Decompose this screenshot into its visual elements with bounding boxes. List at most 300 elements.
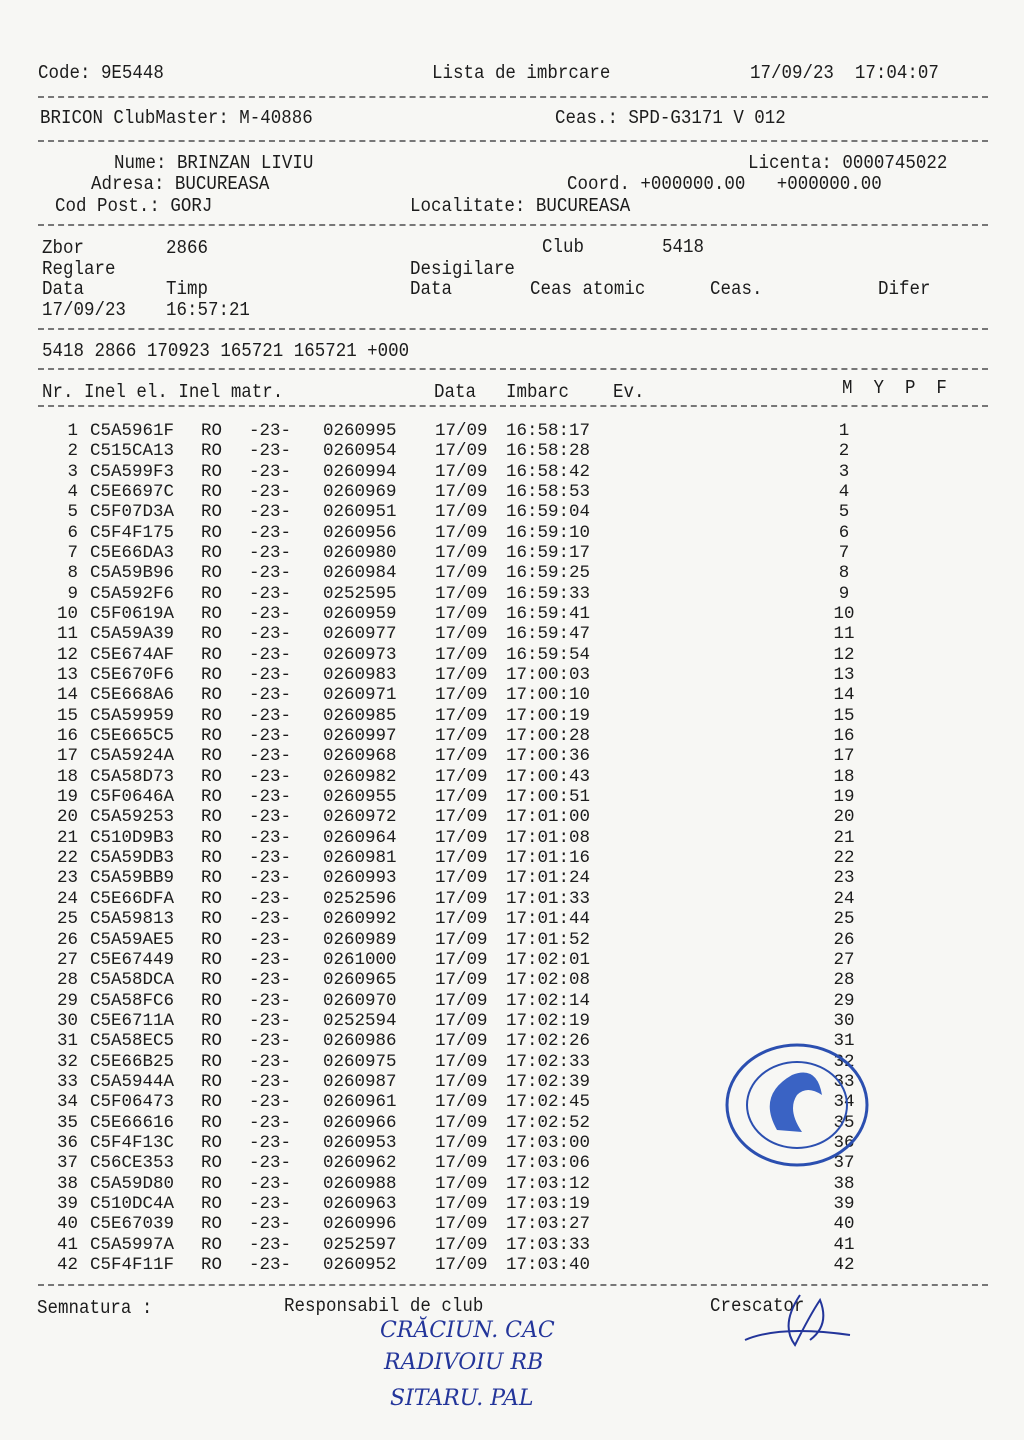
coordinates: Coord. +000000.00 +000000.00 (567, 173, 882, 195)
row-number: 19 (56, 787, 78, 808)
ring-number: 0260981 (323, 848, 397, 869)
table-row (0, 1194, 1024, 1214)
electronic-ring: C5A5961F (90, 421, 175, 441)
table-row (0, 421, 1024, 441)
ring-year: -23- (249, 766, 292, 787)
row-number: 34 (56, 1092, 78, 1113)
ring-year: -23- (249, 421, 292, 441)
table-row (0, 482, 1024, 502)
table-row (0, 645, 1024, 665)
arrival-time: 17:02:01 (506, 949, 591, 970)
country: RO (201, 421, 223, 441)
arrival-time: 17:00:51 (506, 787, 591, 808)
arrival-time: 17:01:00 (506, 807, 591, 828)
position-m: 22 (833, 848, 855, 869)
arrival-date: 17/09 (435, 1112, 488, 1133)
arrival-time: 16:58:42 (506, 461, 591, 482)
electronic-ring: C5A59AE5 (90, 929, 175, 950)
ring-year: -23- (249, 1010, 292, 1031)
ring-year: -23- (249, 990, 292, 1011)
position-m: 1 (838, 421, 850, 441)
electronic-ring: C5A599F3 (90, 461, 175, 482)
arrival-date: 17/09 (435, 1071, 488, 1092)
ring-number: 0260961 (323, 1092, 397, 1113)
desigilare-data-label: Data (410, 278, 452, 300)
col-header-data: Data (434, 381, 476, 403)
position-m: 35 (833, 1112, 855, 1133)
ring-number: 0260984 (323, 563, 397, 584)
print-datetime: 17/09/23 17:04:07 (750, 62, 939, 84)
ceas-label: Ceas. (710, 278, 763, 300)
club-stamp (722, 1040, 872, 1170)
country: RO (201, 848, 223, 869)
table-row (0, 502, 1024, 522)
electronic-ring: C5F0619A (90, 604, 175, 625)
arrival-date: 17/09 (435, 1092, 488, 1113)
row-number: 30 (56, 1010, 78, 1031)
ring-year: -23- (249, 827, 292, 848)
electronic-ring: C5E674AF (90, 644, 175, 665)
country: RO (201, 888, 223, 909)
postal-code: Cod Post.: GORJ (55, 195, 213, 217)
row-number: 36 (56, 1132, 78, 1153)
position-m: 4 (838, 482, 850, 503)
country: RO (201, 909, 223, 930)
ring-year: -23- (249, 522, 292, 543)
row-number: 1 (67, 421, 78, 441)
arrival-date: 17/09 (435, 665, 488, 686)
table-row (0, 950, 1024, 970)
electronic-ring: C5A58FC6 (90, 990, 175, 1011)
table-row (0, 1174, 1024, 1194)
country: RO (201, 766, 223, 787)
ring-year: -23- (249, 1153, 292, 1174)
row-number: 7 (67, 543, 78, 564)
electronic-ring: C5F4F11F (90, 1254, 175, 1275)
row-number: 33 (56, 1071, 78, 1092)
handwritten-signature: CRĂCIUN. CAC (380, 1318, 555, 1343)
table-row (0, 441, 1024, 461)
position-m: 27 (833, 949, 855, 970)
arrival-date: 17/09 (435, 929, 488, 950)
reglare-label: Reglare (42, 258, 116, 280)
divider (38, 405, 988, 407)
country: RO (201, 929, 223, 950)
arrival-date: 17/09 (435, 461, 488, 482)
arrival-time: 16:59:54 (506, 644, 591, 665)
ring-number: 0260997 (323, 726, 397, 747)
electronic-ring: C5F06473 (90, 1092, 175, 1113)
electronic-ring: C5E66616 (90, 1112, 175, 1133)
country: RO (201, 461, 223, 482)
arrival-date: 17/09 (435, 705, 488, 726)
country: RO (201, 543, 223, 564)
ring-year: -23- (249, 563, 292, 584)
electronic-ring: C5A59813 (90, 909, 175, 930)
country: RO (201, 441, 223, 462)
arrival-date: 17/09 (435, 441, 488, 462)
electronic-ring: C56CE353 (90, 1153, 175, 1174)
arrival-time: 17:03:33 (506, 1234, 591, 1255)
arrival-date: 17/09 (435, 848, 488, 869)
table-row (0, 624, 1024, 644)
position-m: 2 (838, 441, 850, 462)
address: Adresa: BUCUREASA (91, 173, 270, 195)
arrival-date: 17/09 (435, 888, 488, 909)
electronic-ring: C5E66B25 (90, 1051, 175, 1072)
ring-number: 0260986 (323, 1031, 397, 1052)
row-number: 15 (56, 705, 78, 726)
ring-number: 0260963 (323, 1193, 397, 1214)
arrival-time: 17:03:06 (506, 1153, 591, 1174)
country: RO (201, 482, 223, 503)
position-m: 17 (833, 746, 855, 767)
ring-number: 0260955 (323, 787, 397, 808)
arrival-date: 17/09 (435, 1193, 488, 1214)
breeder-label: Crescator (710, 1295, 805, 1317)
ring-year: -23- (249, 1254, 292, 1275)
row-number: 23 (56, 868, 78, 889)
country: RO (201, 1173, 223, 1194)
row-number: 6 (67, 522, 78, 543)
ring-number: 0260983 (323, 665, 397, 686)
arrival-date: 17/09 (435, 1234, 488, 1255)
arrival-time: 16:59:10 (506, 522, 591, 543)
divider (38, 368, 988, 370)
position-m: 15 (833, 705, 855, 726)
handwritten-signature: RADIVOIU RB (384, 1350, 544, 1375)
table-row (0, 787, 1024, 807)
desigilare-label: Desigilare (410, 258, 515, 280)
row-number: 5 (67, 502, 78, 523)
arrival-time: 17:02:52 (506, 1112, 591, 1133)
electronic-ring: C5E67039 (90, 1214, 175, 1235)
ring-year: -23- (249, 1092, 292, 1113)
electronic-ring: C510D9B3 (90, 827, 175, 848)
ring-number: 0260954 (323, 441, 397, 462)
arrival-date: 17/09 (435, 624, 488, 645)
ring-number: 0261000 (323, 949, 397, 970)
arrival-time: 17:00:10 (506, 685, 591, 706)
position-m: 37 (833, 1153, 855, 1174)
ring-number: 0252596 (323, 888, 397, 909)
ring-year: -23- (249, 1071, 292, 1092)
row-number: 21 (56, 827, 78, 848)
arrival-time: 16:59:33 (506, 583, 591, 604)
handwritten-signature: SITARU. PAL (390, 1386, 534, 1411)
ring-year: -23- (249, 848, 292, 869)
table-row (0, 584, 1024, 604)
position-m: 40 (833, 1214, 855, 1235)
arrival-time: 17:02:33 (506, 1051, 591, 1072)
position-m: 7 (838, 543, 850, 564)
country: RO (201, 1051, 223, 1072)
row-number: 13 (56, 665, 78, 686)
row-number: 17 (56, 746, 78, 767)
arrival-date: 17/09 (435, 604, 488, 625)
row-number: 20 (56, 807, 78, 828)
ring-year: -23- (249, 583, 292, 604)
position-m: 3 (838, 461, 850, 482)
position-m: 14 (833, 685, 855, 706)
electronic-ring: C5E66DA3 (90, 543, 175, 564)
reglare-date: 17/09/23 (42, 299, 126, 321)
ring-year: -23- (249, 909, 292, 930)
ring-year: -23- (249, 502, 292, 523)
arrival-time: 17:00:03 (506, 665, 591, 686)
row-number: 2 (67, 441, 78, 462)
country: RO (201, 522, 223, 543)
row-number: 18 (56, 766, 78, 787)
divider (38, 328, 988, 330)
ring-number: 0260980 (323, 543, 397, 564)
position-m: 5 (838, 502, 850, 523)
arrival-time: 16:59:47 (506, 624, 591, 645)
row-number: 42 (56, 1254, 78, 1275)
arrival-date: 17/09 (435, 868, 488, 889)
table-row (0, 665, 1024, 685)
country: RO (201, 868, 223, 889)
row-number: 27 (56, 949, 78, 970)
electronic-ring: C5E668A6 (90, 685, 175, 706)
ring-year: -23- (249, 441, 292, 462)
table-row (0, 1011, 1024, 1031)
ring-number: 0260956 (323, 522, 397, 543)
arrival-time: 17:02:39 (506, 1071, 591, 1092)
position-m: 36 (833, 1132, 855, 1153)
position-m: 28 (833, 970, 855, 991)
position-m: 12 (833, 644, 855, 665)
col-header-ev: Ev. (613, 381, 645, 403)
ring-number: 0260987 (323, 1071, 397, 1092)
electronic-ring: C5E66DFA (90, 888, 175, 909)
row-number: 16 (56, 726, 78, 747)
position-m: 13 (833, 665, 855, 686)
arrival-date: 17/09 (435, 583, 488, 604)
ring-number: 0260971 (323, 685, 397, 706)
ring-number: 0260989 (323, 929, 397, 950)
ring-year: -23- (249, 705, 292, 726)
row-number: 22 (56, 848, 78, 869)
position-m: 38 (833, 1173, 855, 1194)
ring-number: 0260982 (323, 766, 397, 787)
ring-number: 0260962 (323, 1153, 397, 1174)
ring-number: 0260959 (323, 604, 397, 625)
position-m: 20 (833, 807, 855, 828)
arrival-time: 17:02:26 (506, 1031, 591, 1052)
ring-year: -23- (249, 726, 292, 747)
table-row (0, 523, 1024, 543)
position-m: 19 (833, 787, 855, 808)
data-label: Data (42, 278, 84, 300)
electronic-ring: C5A5997A (90, 1234, 175, 1255)
ring-number: 0260972 (323, 807, 397, 828)
arrival-time: 16:59:04 (506, 502, 591, 523)
arrival-time: 17:00:36 (506, 746, 591, 767)
arrival-time: 17:02:08 (506, 970, 591, 991)
document-title: Lista de imbrcare (432, 62, 611, 84)
ring-number: 0252594 (323, 1010, 397, 1031)
country: RO (201, 685, 223, 706)
country: RO (201, 705, 223, 726)
arrival-date: 17/09 (435, 685, 488, 706)
arrival-time: 17:00:19 (506, 705, 591, 726)
electronic-ring: C5A5944A (90, 1071, 175, 1092)
electronic-ring: C5A59BB9 (90, 868, 175, 889)
table-row (0, 991, 1024, 1011)
arrival-time: 17:03:27 (506, 1214, 591, 1235)
table-row (0, 1214, 1024, 1234)
country: RO (201, 563, 223, 584)
position-m: 11 (833, 624, 855, 645)
ring-number: 0260969 (323, 482, 397, 503)
arrival-date: 17/09 (435, 766, 488, 787)
ring-year: -23- (249, 1234, 292, 1255)
country: RO (201, 949, 223, 970)
col-header-mypf: M Y P F (842, 377, 947, 399)
ring-year: -23- (249, 888, 292, 909)
ring-year: -23- (249, 644, 292, 665)
position-m: 10 (833, 604, 855, 625)
arrival-time: 16:59:25 (506, 563, 591, 584)
row-number: 40 (56, 1214, 78, 1235)
arrival-time: 17:01:24 (506, 868, 591, 889)
row-number: 11 (56, 624, 78, 645)
row-number: 12 (56, 644, 78, 665)
row-number: 28 (56, 970, 78, 991)
position-m: 26 (833, 929, 855, 950)
ring-year: -23- (249, 461, 292, 482)
row-number: 31 (56, 1031, 78, 1052)
arrival-date: 17/09 (435, 726, 488, 747)
arrival-date: 17/09 (435, 644, 488, 665)
electronic-ring: C5F07D3A (90, 502, 175, 523)
position-m: 23 (833, 868, 855, 889)
country: RO (201, 1031, 223, 1052)
position-m: 31 (833, 1031, 855, 1052)
electronic-ring: C515CA13 (90, 441, 175, 462)
country: RO (201, 1010, 223, 1031)
flight-label: Zbor (42, 237, 84, 259)
electronic-ring: C5E6697C (90, 482, 175, 503)
position-m: 34 (833, 1092, 855, 1113)
arrival-date: 17/09 (435, 1051, 488, 1072)
country: RO (201, 1092, 223, 1113)
arrival-date: 17/09 (435, 1010, 488, 1031)
electronic-ring: C5A58DCA (90, 970, 175, 991)
license: Licenta: 0000745022 (748, 152, 948, 174)
ring-number: 0260968 (323, 746, 397, 767)
electronic-ring: C5A592F6 (90, 583, 175, 604)
code: Code: 9E5448 (38, 62, 164, 84)
ring-year: -23- (249, 970, 292, 991)
arrival-time: 17:02:14 (506, 990, 591, 1011)
flight-summary: 5418 2866 170923 165721 165721 +000 (42, 340, 410, 362)
electronic-ring: C5A59253 (90, 807, 175, 828)
position-m: 6 (838, 522, 850, 543)
ring-year: -23- (249, 665, 292, 686)
arrival-date: 17/09 (435, 827, 488, 848)
electronic-ring: C5A5924A (90, 746, 175, 767)
country: RO (201, 1234, 223, 1255)
electronic-ring: C5E67449 (90, 949, 175, 970)
arrival-date: 17/09 (435, 543, 488, 564)
ring-year: -23- (249, 868, 292, 889)
ring-number: 0260964 (323, 827, 397, 848)
arrival-date: 17/09 (435, 909, 488, 930)
row-number: 4 (67, 482, 78, 503)
col-header-imbarc: Imbarc (506, 381, 569, 403)
ring-year: -23- (249, 685, 292, 706)
table-row (0, 543, 1024, 563)
owner-name: Nume: BRINZAN LIVIU (114, 152, 314, 174)
table-row (0, 930, 1024, 950)
position-m: 29 (833, 990, 855, 1011)
ring-number: 0260985 (323, 705, 397, 726)
electronic-ring: C5E670F6 (90, 665, 175, 686)
country: RO (201, 726, 223, 747)
electronic-ring: C5A58D73 (90, 766, 175, 787)
ring-number: 0260965 (323, 970, 397, 991)
table-row (0, 828, 1024, 848)
country: RO (201, 644, 223, 665)
arrival-time: 17:01:52 (506, 929, 591, 950)
row-number: 35 (56, 1112, 78, 1133)
ring-number: 0260952 (323, 1254, 397, 1275)
table-row (0, 563, 1024, 583)
ring-year: -23- (249, 624, 292, 645)
table-row (0, 807, 1024, 827)
table-row (0, 685, 1024, 705)
row-number: 8 (67, 563, 78, 584)
arrival-time: 17:01:08 (506, 827, 591, 848)
arrival-time: 16:58:53 (506, 482, 591, 503)
ring-year: -23- (249, 1051, 292, 1072)
country: RO (201, 970, 223, 991)
country: RO (201, 624, 223, 645)
ring-year: -23- (249, 1031, 292, 1052)
table-row (0, 1235, 1024, 1255)
divider (38, 140, 988, 142)
locality: Localitate: BUCUREASA (410, 195, 631, 217)
position-m: 25 (833, 909, 855, 930)
position-m: 42 (833, 1254, 855, 1275)
row-number: 41 (56, 1234, 78, 1255)
country: RO (201, 583, 223, 604)
arrival-time: 17:03:19 (506, 1193, 591, 1214)
table-row (0, 746, 1024, 766)
position-m: 32 (833, 1051, 855, 1072)
position-m: 16 (833, 726, 855, 747)
ring-number: 0260977 (323, 624, 397, 645)
table-row (0, 889, 1024, 909)
ring-number: 0260973 (323, 644, 397, 665)
ring-year: -23- (249, 543, 292, 564)
row-number: 9 (67, 583, 78, 604)
row-number: 3 (67, 461, 78, 482)
row-number: 24 (56, 888, 78, 909)
electronic-ring: C5A59A39 (90, 624, 175, 645)
signature-label: Semnatura : (37, 1297, 153, 1319)
electronic-ring: C5A58EC5 (90, 1031, 175, 1052)
arrival-date: 17/09 (435, 502, 488, 523)
reglare-time: 16:57:21 (166, 299, 250, 321)
arrival-date: 17/09 (435, 1173, 488, 1194)
electronic-ring: C5E6711A (90, 1010, 175, 1031)
ring-year: -23- (249, 1112, 292, 1133)
country: RO (201, 665, 223, 686)
ring-number: 0260970 (323, 990, 397, 1011)
